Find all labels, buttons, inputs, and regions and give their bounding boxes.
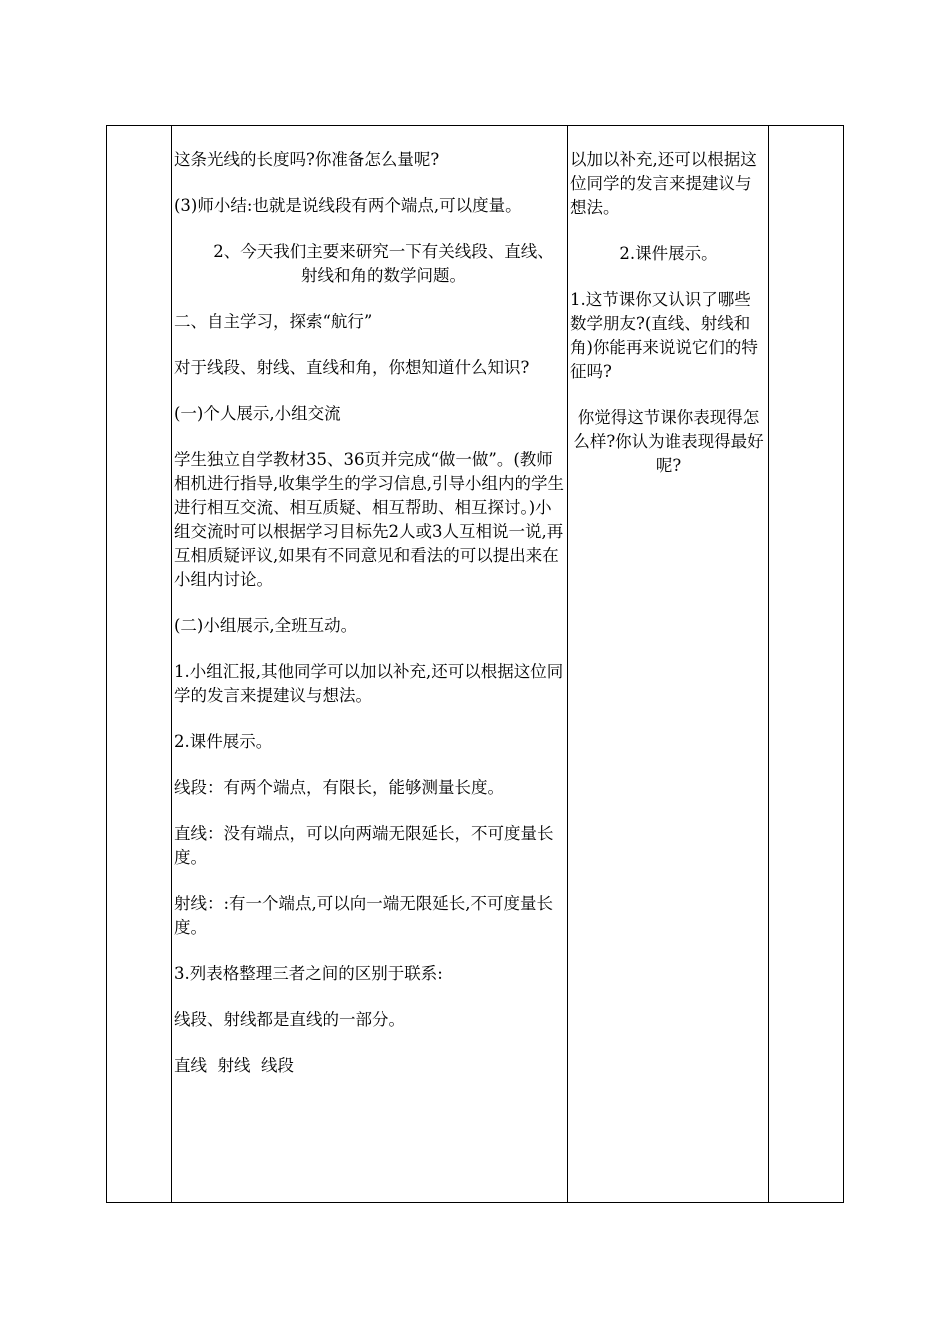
table-header-row: 直线 射线 线段	[174, 1056, 294, 1075]
subsection-heading: (一)个人展示,小组交流	[174, 404, 341, 423]
paragraph: (3)师小结:也就是说线段有两个端点,可以度量。	[174, 196, 522, 215]
subsection-heading: (二)小组展示,全班互动。	[174, 616, 358, 635]
definition-line: 直线：没有端点，可以向两端无限延长，不可度量长度。	[174, 824, 554, 867]
section-heading: 二、自主学习，探索“航行”	[174, 312, 373, 331]
paragraph: 这条光线的长度吗?你准备怎么量呢?	[174, 150, 440, 169]
paragraph: 你觉得这节课你表现得怎么样?你认为谁表现得最好呢?	[573, 408, 764, 475]
definition-line-segment: 线段：有两个端点，有限长，能够测量长度。	[174, 778, 504, 797]
paragraph: 1.这节课你又认识了哪些数学朋友?(直线、射线和角)你能再来说说它们的特征吗?	[570, 290, 758, 381]
paragraph: 2.课件展示。	[174, 732, 273, 751]
paragraph: 线段、射线都是直线的一部分。	[174, 1010, 405, 1029]
paragraph: 3.列表格整理三者之间的区别于联系:	[174, 964, 443, 983]
paragraph: 以加以补充,还可以根据这位同学的发言来提建议与想法。	[570, 150, 757, 217]
paragraph: 2.课件展示。	[619, 244, 718, 263]
student-activity-column	[568, 126, 768, 1202]
lesson-plan-table	[106, 125, 844, 1203]
definition-ray: 射线：:有一个端点,可以向一端无限延长,不可度量长度。	[174, 894, 554, 937]
paragraph: 2、今天我们主要来研究一下有关线段、直线、射线和角的数学问题。	[213, 242, 554, 285]
paragraph: 学生独立自学教材35、36页并完成“做一做”。(教师相机进行指导,收集学生的学习信息,引导小组内的学生进行相互交流、相互质疑、相互帮助、相互探讨。)小组交流时可以根据学习目标先2人或3人互相说一说,再互相质疑评议,如果有不同意见和看法的可以提出来在小组内讨论。	[174, 450, 564, 589]
paragraph: 对于线段、射线、直线和角，你想知道什么知识?	[174, 358, 530, 377]
paragraph: 1.小组汇报,其他同学可以加以补充,还可以根据这位同学的发言来提建议与想法。	[174, 662, 564, 705]
column-divider	[768, 126, 769, 1202]
teaching-process-column	[172, 126, 567, 1202]
